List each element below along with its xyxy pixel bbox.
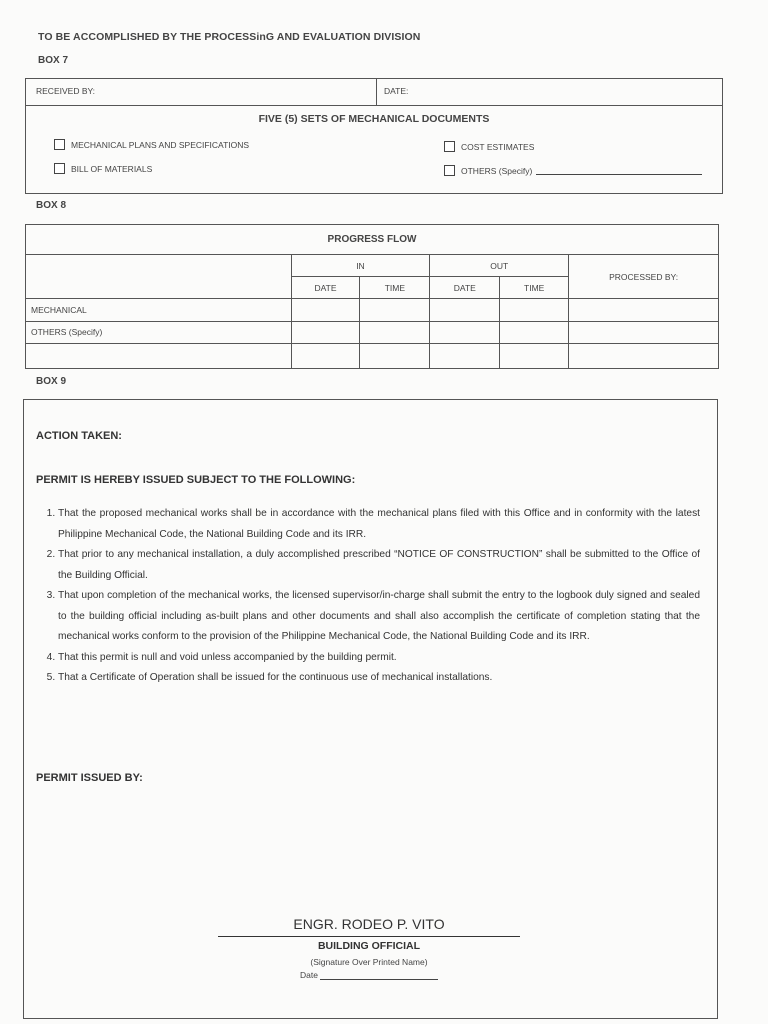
- cell-processed-by[interactable]: [569, 299, 719, 321]
- condition-item: 1. That the proposed mechanical works shall be in accordance with the mechanical plans filed with this Office and in conformity with the latest Philippine Mechanical Code, the National Building Code and its IRR.: [58, 504, 700, 545]
- table-row: [26, 321, 719, 343]
- cell-out-date[interactable]: [430, 343, 500, 368]
- date-field[interactable]: [300, 970, 438, 980]
- in-date-header: DATE: [291, 277, 360, 299]
- cost-checkbox[interactable]: [444, 141, 455, 152]
- date-label: DATE:: [384, 86, 409, 96]
- box9-label: BOX 9: [36, 376, 67, 387]
- cell-in-date[interactable]: [291, 343, 360, 368]
- received-by-label: RECEIVED BY:: [36, 86, 96, 96]
- plans-checkbox[interactable]: [54, 139, 65, 150]
- official-name: ENGR. RODEO P. VITO: [293, 916, 445, 932]
- in-header: IN: [291, 255, 430, 277]
- blank-header-cell: [26, 255, 292, 299]
- out-header: OUT: [430, 255, 569, 277]
- cost-label: COST ESTIMATES: [461, 141, 535, 152]
- cell-out-time[interactable]: [500, 321, 569, 343]
- cell-out-time[interactable]: [500, 299, 569, 321]
- signature-line: [218, 936, 520, 937]
- checkbox-bill[interactable]: [54, 163, 152, 174]
- form-header: TO BE ACCOMPLISHED BY THE PROCESSinG AND EVALUATION DIVISION: [38, 31, 421, 43]
- progress-flow-table: [25, 224, 719, 369]
- box9-frame: [23, 399, 718, 1019]
- bill-checkbox[interactable]: [54, 163, 65, 174]
- checkbox-cost[interactable]: [444, 141, 534, 152]
- condition-item: 2. That prior to any mechanical installation, a duly accomplished prescribed “NOTICE OF CONSTRUCTION” shall be submitted to the Office of the Building Official.: [58, 545, 700, 586]
- table-row: [26, 343, 719, 368]
- cell-out-date[interactable]: [430, 299, 500, 321]
- cell-out-time[interactable]: [500, 343, 569, 368]
- cell-processed-by[interactable]: [569, 343, 719, 368]
- action-taken-label: ACTION TAKEN:: [36, 430, 122, 442]
- cell-in-time[interactable]: [360, 321, 430, 343]
- condition-item: 5. That a Certificate of Operation shall be issued for the continuous use of mechanical installations.: [58, 668, 700, 689]
- checkbox-others[interactable]: [444, 165, 702, 176]
- plans-label: MECHANICAL PLANS AND SPECIFICATIONS: [71, 139, 250, 150]
- box8-label: BOX 8: [36, 200, 67, 211]
- cell-in-date[interactable]: [291, 321, 360, 343]
- cell-in-date[interactable]: [291, 299, 360, 321]
- cell-processed-by[interactable]: [569, 321, 719, 343]
- permit-issued-by-label: PERMIT ISSUED BY:: [36, 772, 143, 784]
- cell-in-time[interactable]: [360, 299, 430, 321]
- others-checkbox[interactable]: [444, 165, 455, 176]
- bill-label: BILL OF MATERIALS: [71, 163, 153, 174]
- cell-in-time[interactable]: [360, 343, 430, 368]
- signature-caption: (Signature Over Printed Name): [310, 957, 428, 967]
- condition-item: 3. That upon completion of the mechanical works, the licensed supervisor/in-charge shall submit the entry to the logbook duly signed and sealed to the building official including as-built plans and other documents and shall also accomplish the certificate of completion stating that the mechanical works conform to the provision of the Philippine Mechanical Code, the National Building Code and its IRR.: [58, 586, 700, 648]
- official-title: BUILDING OFFICIAL: [317, 940, 421, 952]
- received-divider: [376, 79, 377, 105]
- row-label-blank: [26, 343, 292, 368]
- out-date-header: DATE: [430, 277, 500, 299]
- docs-title: FIVE (5) SETS OF MECHANICAL DOCUMENTS: [258, 113, 490, 125]
- date-field-label: Date: [300, 970, 318, 980]
- received-row: [26, 79, 722, 106]
- out-time-header: TIME: [500, 277, 569, 299]
- checkbox-plans[interactable]: [54, 139, 249, 150]
- condition-item: 4. That this permit is null and void unless accompanied by the building permit.: [58, 648, 700, 669]
- row-label-others: OTHERS (Specify): [26, 321, 292, 343]
- in-time-header: TIME: [360, 277, 430, 299]
- others-specify-line[interactable]: [536, 166, 702, 175]
- processed-by-header: PROCESSED BY:: [569, 255, 719, 299]
- table-row: [26, 299, 719, 321]
- progress-flow-title: PROGRESS FLOW: [26, 225, 719, 255]
- box7-label: BOX 7: [38, 55, 69, 66]
- date-field-line[interactable]: [320, 970, 438, 980]
- box7-frame: [25, 78, 723, 194]
- conditions-list: [34, 504, 700, 689]
- row-label-mechanical: MECHANICAL: [26, 299, 292, 321]
- cell-out-date[interactable]: [430, 321, 500, 343]
- permit-subject-heading: PERMIT IS HEREBY ISSUED SUBJECT TO THE FOLLOWING:: [36, 474, 356, 486]
- others-label: OTHERS (Specify): [461, 165, 533, 176]
